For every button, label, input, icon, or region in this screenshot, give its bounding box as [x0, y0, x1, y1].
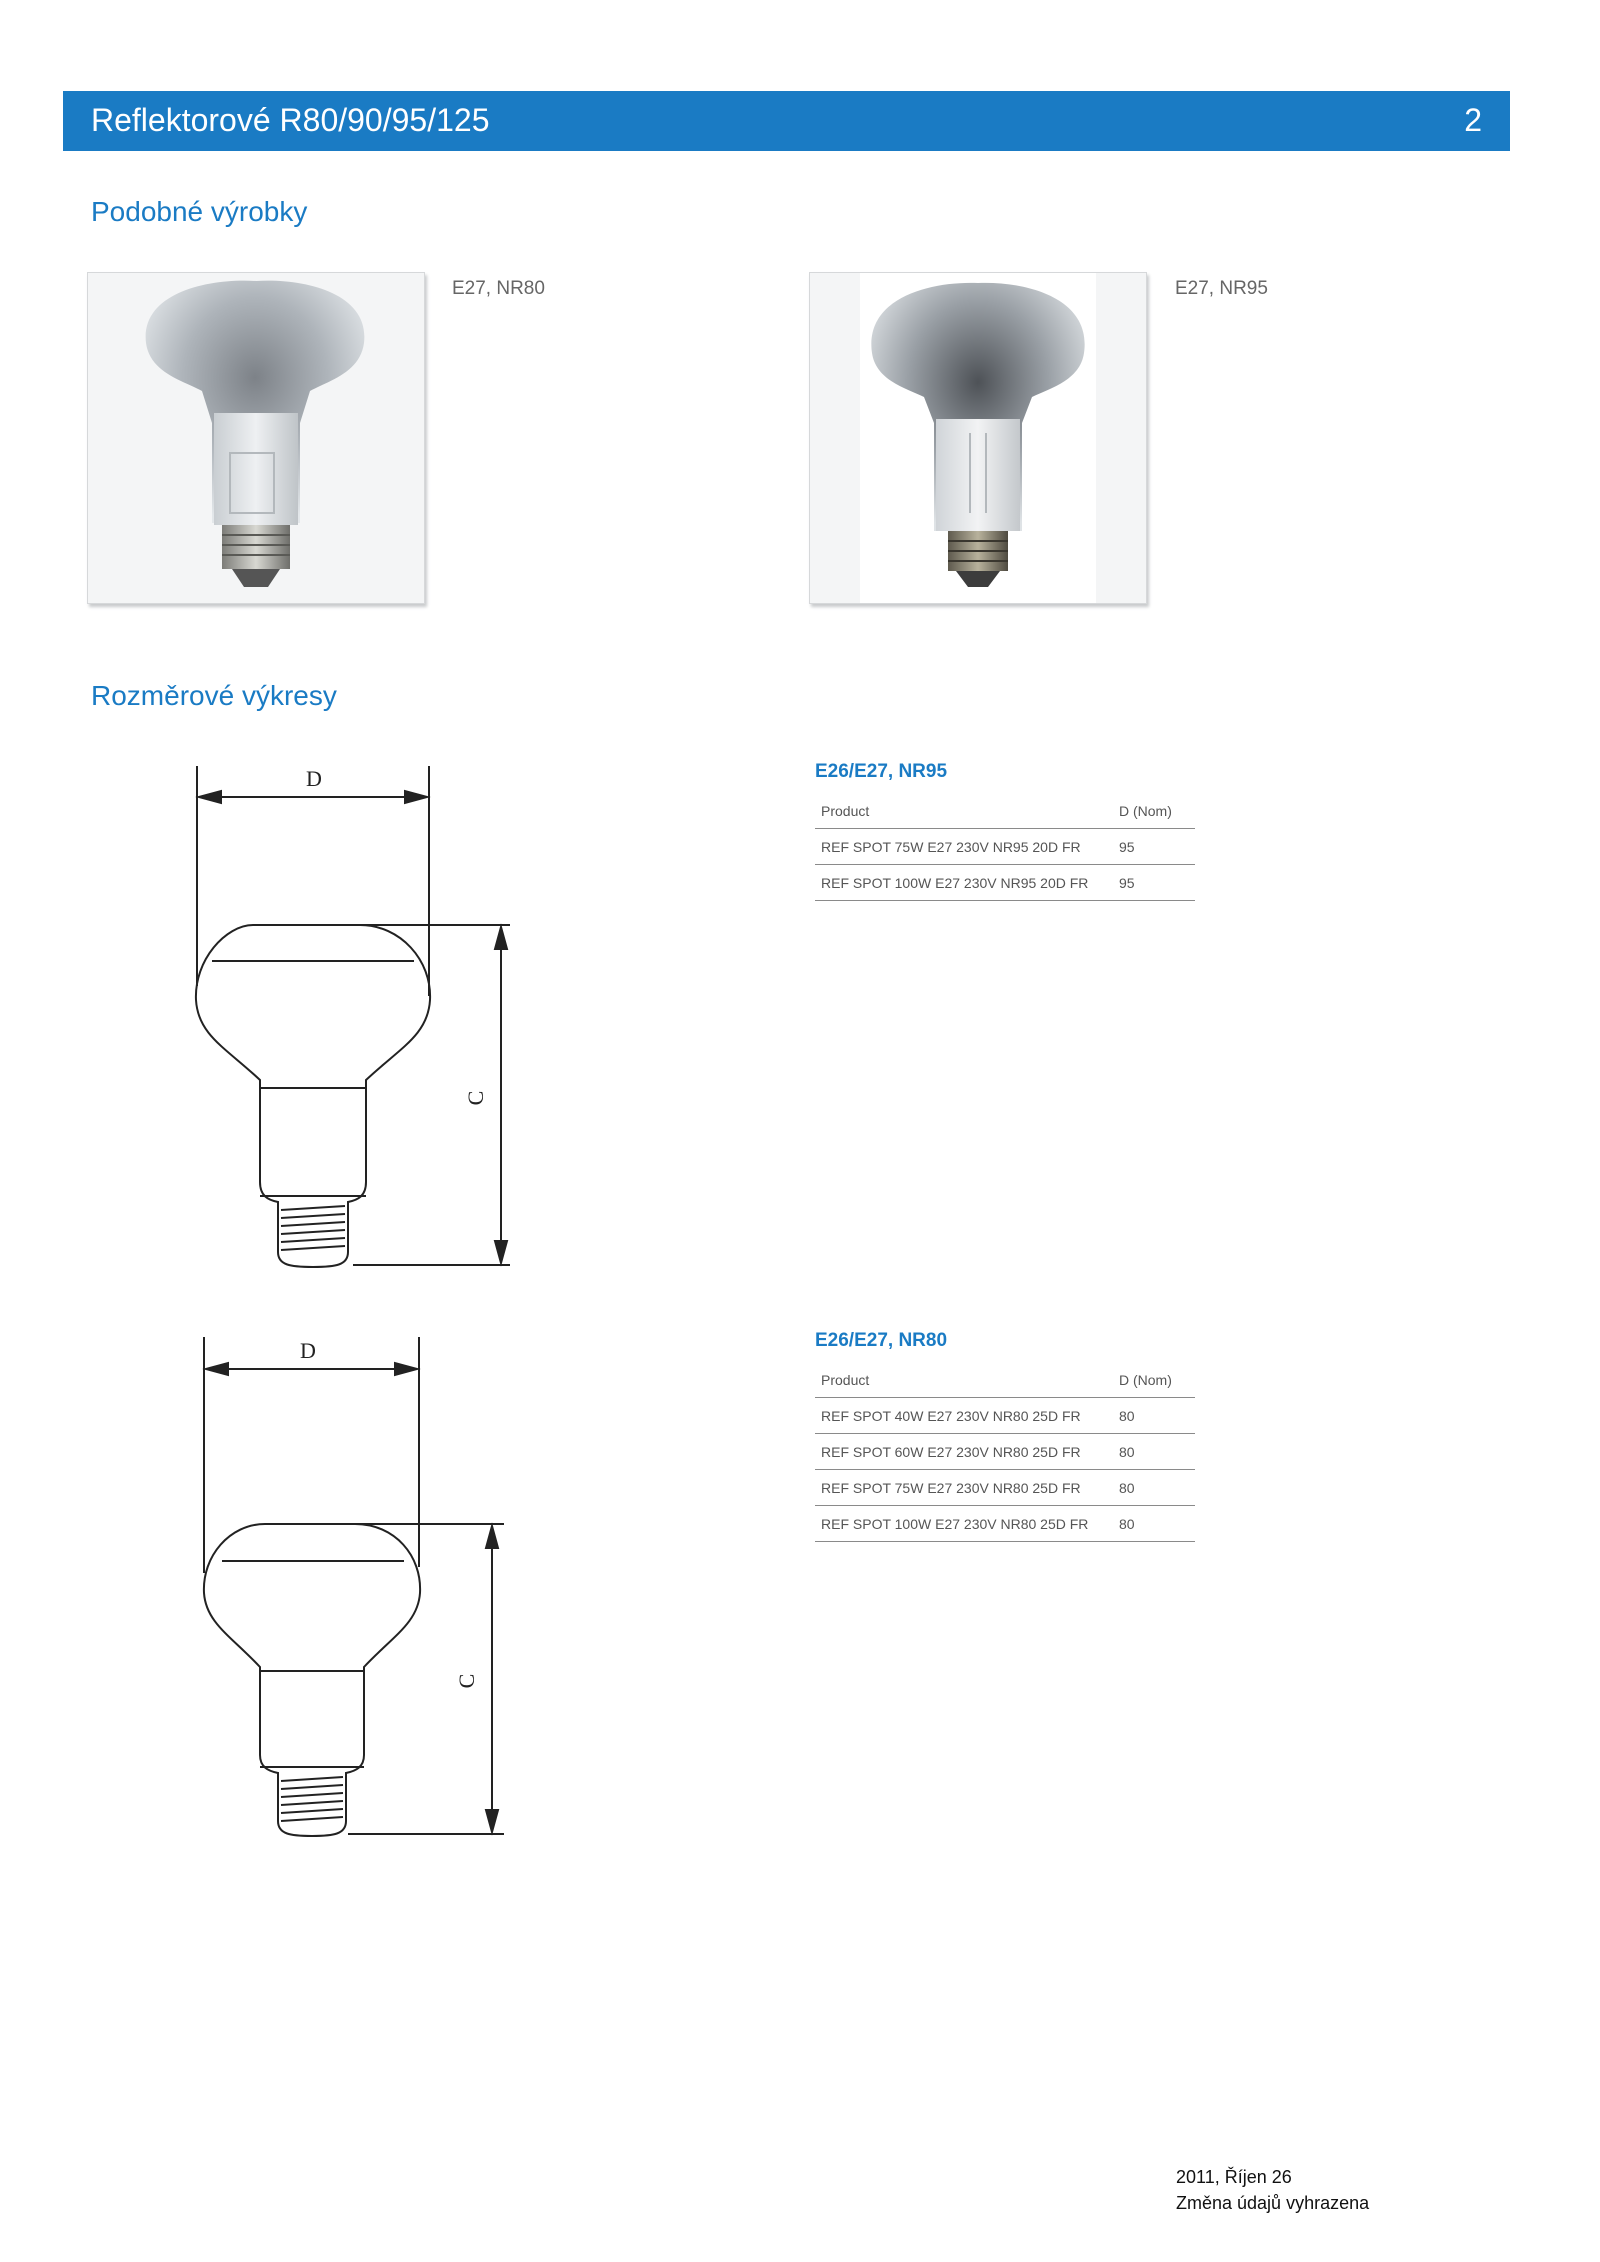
table-row: [815, 1398, 1195, 1434]
column-header-product: Product: [815, 794, 1113, 829]
product-label-nr80: E27, NR80: [452, 278, 545, 299]
dim-c-label: C: [454, 1673, 479, 1689]
table-title-nr80: E26/E27, NR80: [815, 1330, 948, 1351]
product-photo-nr80: [87, 272, 425, 604]
product-cell: REF SPOT 40W E27 230V NR80 25D FR: [815, 1398, 1113, 1434]
page-number: 2: [1464, 102, 1482, 138]
column-header-d-nom: D (Nom): [1113, 794, 1195, 829]
spec-table-nr95: [815, 794, 1195, 901]
spec-table-nr80: [815, 1363, 1195, 1542]
product-cell: REF SPOT 75W E27 230V NR95 20D FR: [815, 829, 1113, 865]
column-header-product: Product: [815, 1363, 1113, 1398]
table-header-row: [815, 794, 1195, 829]
column-header-d-nom: D (Nom): [1113, 1363, 1195, 1398]
product-photo-nr95: [809, 272, 1147, 604]
product-cell: REF SPOT 75W E27 230V NR80 25D FR: [815, 1470, 1113, 1506]
table-row: [815, 865, 1195, 901]
dim-d-label: D: [306, 766, 322, 791]
d-nom-cell: 95: [1113, 865, 1195, 901]
d-nom-cell: 95: [1113, 829, 1195, 865]
drawings-heading: Rozměrové výkresy: [91, 680, 337, 711]
footer-date: 2011, Říjen 26: [1176, 2167, 1292, 2187]
table-header-row: [815, 1363, 1195, 1398]
d-nom-cell: 80: [1113, 1506, 1195, 1542]
table-row: [815, 1470, 1195, 1506]
product-cell: REF SPOT 100W E27 230V NR95 20D FR: [815, 865, 1113, 901]
product-cell: REF SPOT 60W E27 230V NR80 25D FR: [815, 1434, 1113, 1470]
product-label-nr95: E27, NR95: [1175, 278, 1268, 299]
d-nom-cell: 80: [1113, 1398, 1195, 1434]
dim-d-label: D: [300, 1338, 316, 1363]
header-bar: [63, 91, 1510, 151]
d-nom-cell: 80: [1113, 1434, 1195, 1470]
dimension-drawing-nr80: [170, 1331, 530, 1851]
bulb-photo-icon: [810, 273, 1146, 603]
footer: [1176, 2164, 1369, 2216]
table-row: [815, 1434, 1195, 1470]
bulb-photo-icon: [88, 273, 424, 603]
document-title: Reflektorové R80/90/95/125: [91, 102, 490, 138]
dim-c-label: C: [463, 1090, 488, 1106]
d-nom-cell: 80: [1113, 1470, 1195, 1506]
table-row: [815, 829, 1195, 865]
table-row: [815, 1506, 1195, 1542]
table-title-nr95: E26/E27, NR95: [815, 761, 948, 782]
dimension-drawing-nr95: [170, 760, 530, 1280]
product-cell: REF SPOT 100W E27 230V NR80 25D FR: [815, 1506, 1113, 1542]
footer-note: Změna údajů vyhrazena: [1176, 2193, 1370, 2213]
similar-products-heading: Podobné výrobky: [91, 196, 308, 227]
